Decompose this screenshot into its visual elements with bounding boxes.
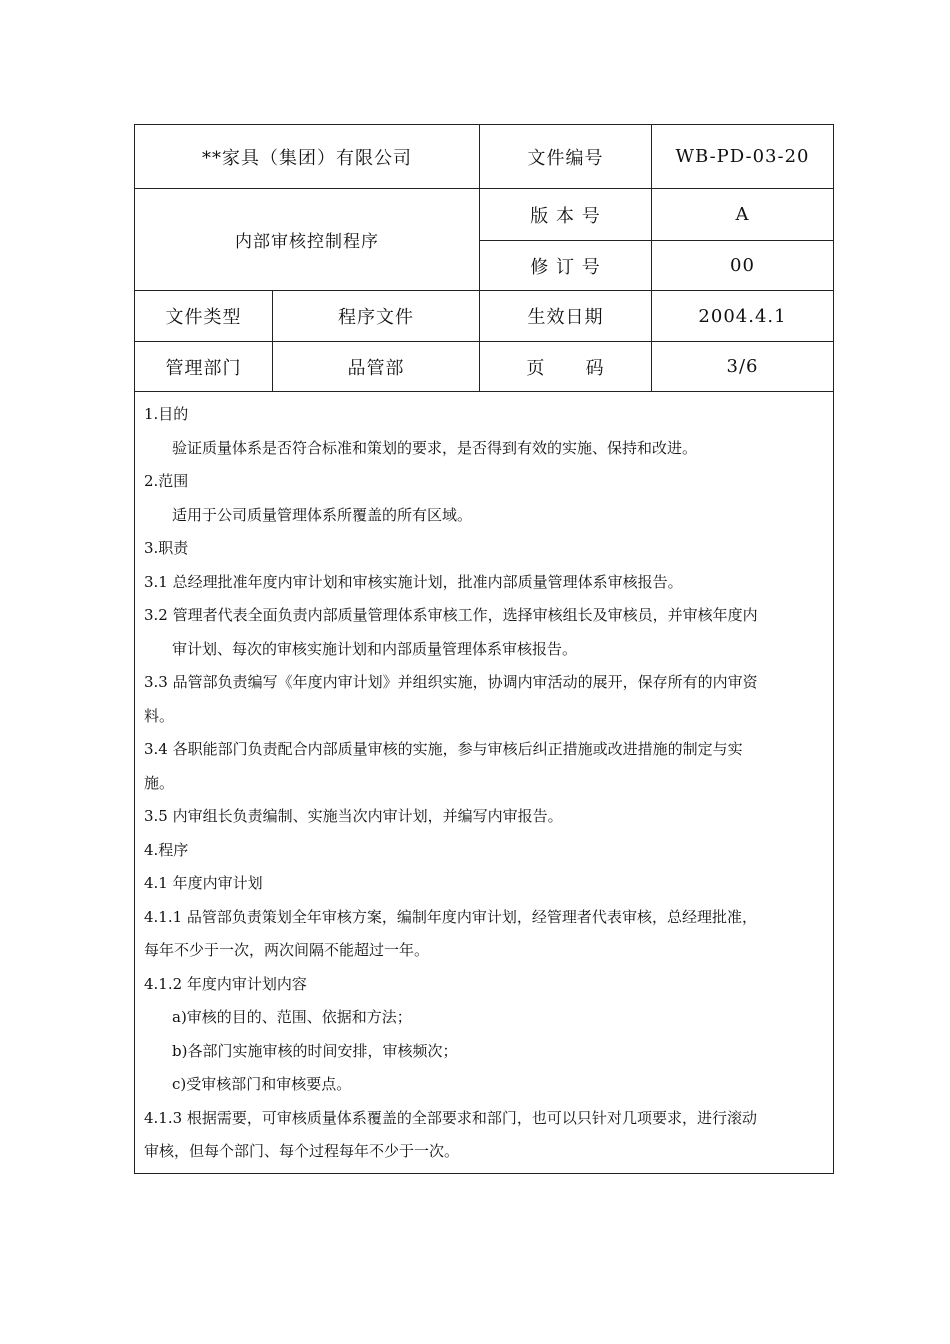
version-value: A: [735, 204, 750, 225]
dept-label: 管理部门: [165, 357, 242, 379]
heading-procedure: 4.程序: [144, 841, 189, 859]
heading-purpose: 1.目的: [144, 405, 189, 423]
body-paragraph: 适用于公司质量管理体系所覆盖的所有区域。: [172, 506, 473, 524]
body-paragraph-continued: 施。: [144, 774, 175, 792]
body-paragraph: 验证质量体系是否符合标准和策划的要求，是否得到有效的实施、保持和改进。: [172, 439, 698, 457]
doc-type-value: 程序文件: [338, 307, 414, 328]
doc-type-label: 文件类型: [165, 307, 242, 328]
doc-no-label: 文件编号: [527, 147, 604, 169]
header-table: [135, 125, 833, 392]
dept-value: 品管部: [347, 357, 405, 379]
body-paragraph: 3.1 总经理批准年度内审计划和审核实施计划，批准内部质量管理体系审核报告。: [144, 573, 683, 591]
page-value: 3/6: [726, 356, 759, 377]
body-paragraph: 4.1.1 品管部负责策划全年审核方案，编制年度内审计划，经管理者代表审核，总经理批准，: [144, 908, 757, 926]
company-name: **家具（集团）有限公司: [202, 147, 412, 169]
body-paragraph: 3.5 内审组长负责编制、实施当次内审计划，并编写内审报告。: [144, 807, 563, 825]
body-paragraph: 3.3 品管部负责编写《年度内审计划》并组织实施，协调内审活动的展开，保存所有的内审资: [144, 673, 758, 691]
body-paragraph: 3.4 各职能部门负责配合内部质量审核的实施，参与审核后纠正措施或改进措施的制定与实: [144, 740, 743, 758]
heading-scope: 2.范围: [144, 472, 189, 490]
body-paragraph: 4.1.3 根据需要，可审核质量体系覆盖的全部要求和部门，也可以只针对几项要求，进行滚动: [144, 1109, 757, 1127]
effective-date-label: 生效日期: [527, 307, 604, 328]
body-paragraph-continued: 审计划、每次的审核实施计划和内部质量管理体系审核报告。: [172, 640, 578, 658]
list-item: a)审核的目的、范围、依据和方法；: [172, 1008, 412, 1026]
body-paragraph: 3.2 管理者代表全面负责内部质量管理体系审核工作，选择审核组长及审核员，并审核年度内: [144, 606, 758, 624]
list-item: c)受审核部门和审核要点。: [172, 1075, 352, 1093]
list-item: b)各部门实施审核的时间安排，审核频次；: [172, 1042, 458, 1060]
body-paragraph-continued: 审核，但每个部门、每个过程每年不少于一次。: [144, 1142, 460, 1160]
revision-label: 修 订 号: [530, 256, 601, 278]
document-title: 内部审核控制程序: [235, 232, 379, 252]
page-label: 页 码: [526, 357, 605, 379]
body-paragraph-continued: 料。: [144, 707, 175, 725]
heading-responsibilities: 3.职责: [144, 539, 189, 557]
version-label: 版 本 号: [530, 205, 601, 227]
document-sheet: [134, 124, 834, 1174]
effective-date-value: 2004.4.1: [698, 305, 787, 327]
body-paragraph-continued: 每年不少于一次，两次间隔不能超过一年。: [144, 941, 430, 959]
doc-no-value: WB-PD-03-20: [675, 146, 810, 167]
subheading: 4.1 年度内审计划: [144, 874, 263, 892]
revision-value: 00: [730, 255, 755, 276]
subheading: 4.1.2 年度内审计划内容: [144, 975, 307, 993]
